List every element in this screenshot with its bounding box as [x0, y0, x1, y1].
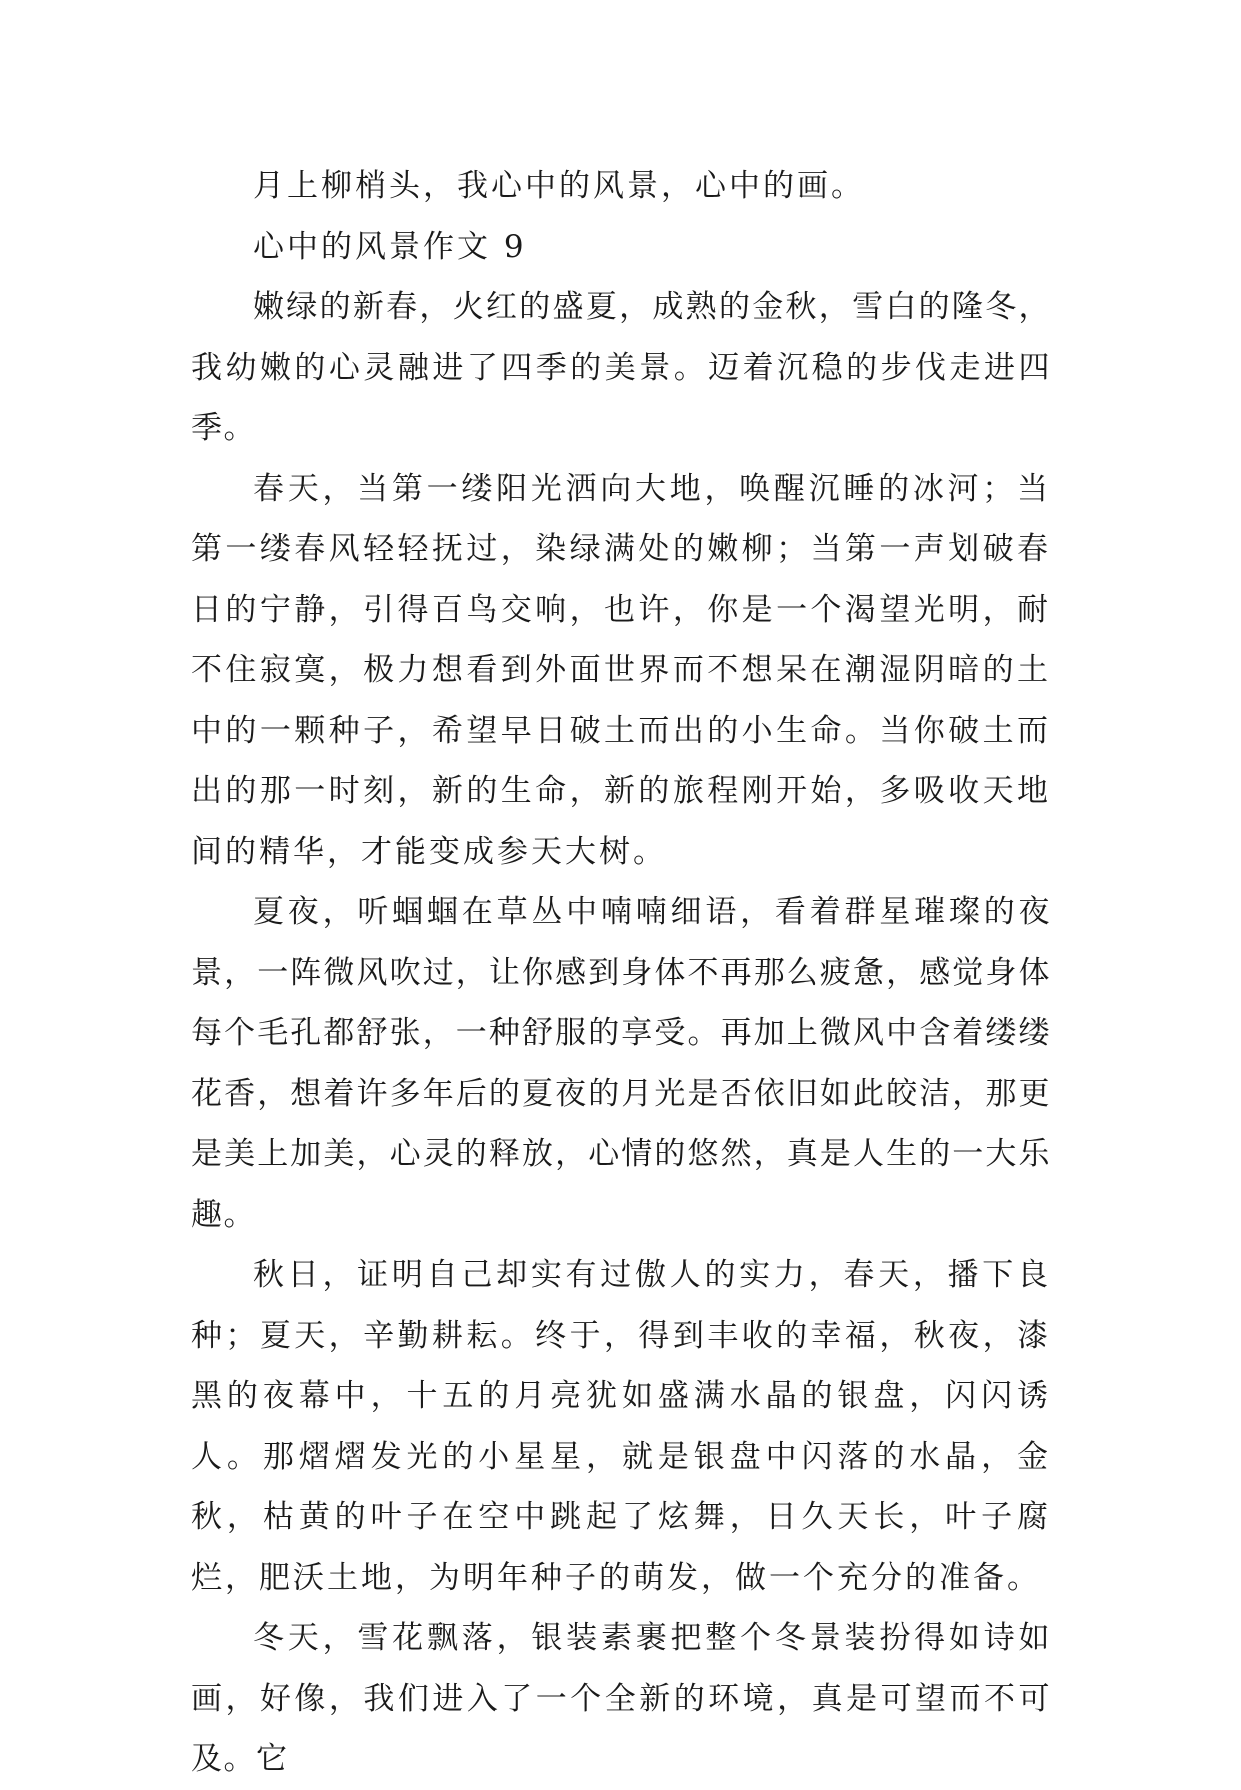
document-body	[191, 156, 1051, 1790]
paragraph-intro: 嫩绿的新春，火红的盛夏，成熟的金秋，雪白的隆冬，我幼嫩的心灵融进了四季的美景。迈着沉稳的步伐走进四季。	[191, 289, 1051, 446]
paragraph-spring: 春天，当第一缕阳光洒向大地，唤醒沉睡的冰河；当第一缕春风轻轻抚过，染绿满处的嫩柳；当第一声划破春日的宁静，引得百鸟交响，也许，你是一个渴望光明，耐不住寂寞，极力想看到外面世界而不想呆在潮湿阴暗的土中的一颗种子，希望早日破土而出的小生命。当你破土而出的那一时刻，新的生命，新的旅程刚开始，多吸收天地间的精华，才能变成参天大树。	[191, 470, 1051, 870]
section-title: 心中的风景作文 9	[253, 228, 527, 265]
paragraph-summer: 夏夜，听蝈蝈在草丛中喃喃细语，看着群星璀璨的夜景，一阵微风吹过，让你感到身体不再那么疲惫，感觉身体每个毛孔都舒张，一种舒服的享受。再加上微风中含着缕缕花香，想着许多年后的夏夜的月光是否依旧如此皎洁，那更是美上加美，心灵的释放，心情的悠然，真是人生的一大乐趣。	[191, 894, 1051, 1233]
paragraph-autumn: 秋日，证明自己却实有过傲人的实力，春天，播下良种；夏天，辛勤耕耘。终于，得到丰收的幸福，秋夜，漆黑的夜幕中，十五的月亮犹如盛满水晶的银盘，闪闪诱人。那熠熠发光的小星星，就是银盘中闪落的水晶，金秋，枯黄的叶子在空中跳起了炫舞，日久天长，叶子腐烂，肥沃土地，为明年种子的萌发，做一个充分的准备。	[191, 1257, 1051, 1596]
paragraph-winter: 冬天，雪花飘落，银装素裹把整个冬景装扮得如诗如画，好像，我们进入了一个全新的环境，真是可望而不可及。它	[191, 1620, 1051, 1777]
paragraph-closing-line: 月上柳梢头，我心中的风景，心中的画。	[253, 168, 865, 204]
